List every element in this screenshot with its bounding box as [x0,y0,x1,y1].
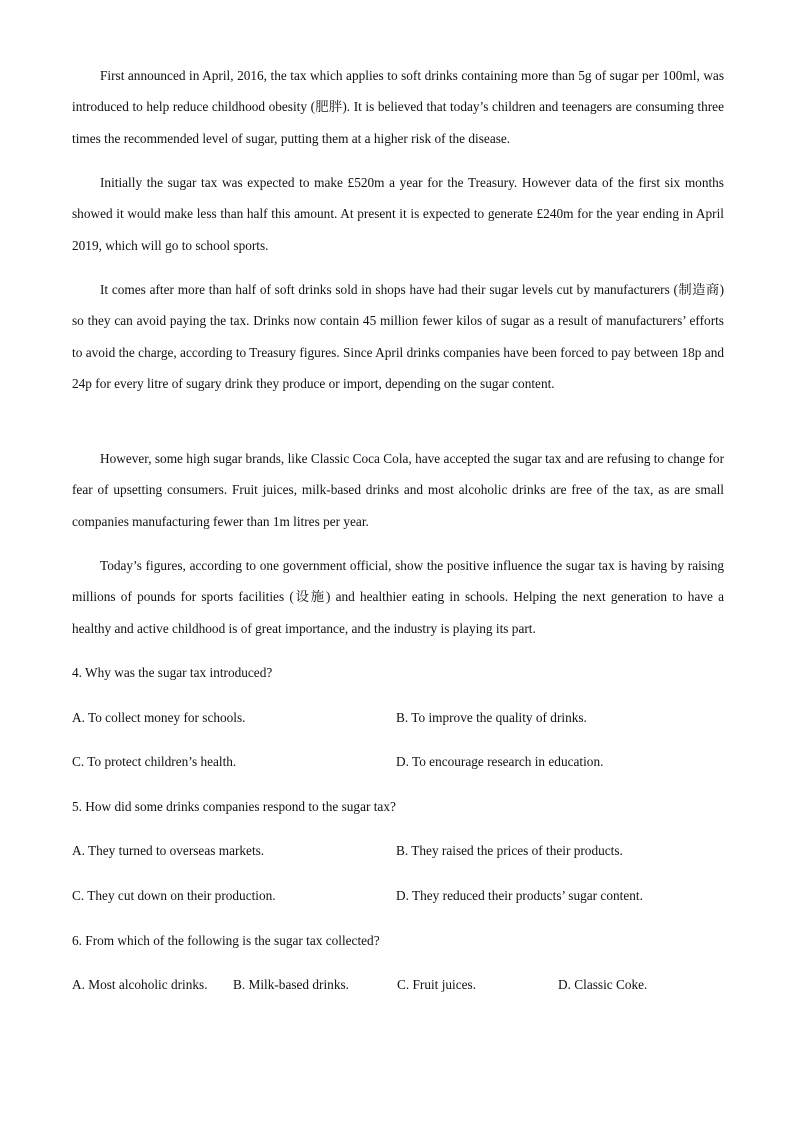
question-6-option-b[interactable]: B. Milk-based drinks. [233,977,349,992]
question-5-option-b[interactable]: B. They raised the prices of their products. [396,843,623,858]
passage-paragraph-2: Initially the sugar tax was expected to make £520m a year for the Treasury. However data of the first six months showed it would make less than half this amount. At present it is expected to generate £240m for the year ending in April 2019, which will go to school sports. [72,175,724,253]
question-4-option-a[interactable]: A. To collect money for schools. [72,710,246,725]
question-4: 4. Why was the sugar tax introduced? [72,665,273,680]
question-6-option-d[interactable]: D. Classic Coke. [558,977,648,992]
question-6-option-a[interactable]: A. Most alcoholic drinks. [72,977,208,992]
passage-paragraph-5: Today’s figures, according to one government official, show the positive influence the sugar tax is having by raising millions of pounds for sports facilities (设施) and healthier eating in schools. Helping the next generation to have a healthy and active childhood is of great importance, and the industry is playing its part. [72,558,724,636]
question-4-option-b[interactable]: B. To improve the quality of drinks. [396,710,587,725]
question-5-option-a[interactable]: A. They turned to overseas markets. [72,843,265,858]
question-6: 6. From which of the following is the sugar tax collected? [72,933,380,948]
question-6-option-c[interactable]: C. Fruit juices. [397,977,477,992]
question-4-option-c[interactable]: C. To protect children’s health. [72,754,237,769]
passage-paragraph-3: It comes after more than half of soft drinks sold in shops have had their sugar levels cut by manufacturers (制造商) so they can avoid paying the tax. Drinks now contain 45 million fewer kilos of sugar as a result of manufacturers’ efforts to avoid the charge, according to Treasury figures. Since April drinks companies have been forced to pay between 18p and 24p for every litre of sugary drink they produce or import, depending on the sugar content. [72,282,724,391]
question-5-option-c[interactable]: C. They cut down on their production. [72,888,276,903]
passage-paragraph-1: First announced in April, 2016, the tax which applies to soft drinks containing more than 5g of sugar per 100ml, was introduced to help reduce childhood obesity (肥胖). It is believed that today’s children and teenagers are consuming three times the recommended level of sugar, putting them at a higher risk of the disease. [72,68,724,146]
question-5: 5. How did some drinks companies respond to the sugar tax? [72,799,396,814]
question-5-option-d[interactable]: D. They reduced their products’ sugar content. [396,888,643,903]
question-4-option-d[interactable]: D. To encourage research in education. [396,754,604,769]
passage-paragraph-4: However, some high sugar brands, like Classic Coca Cola, have accepted the sugar tax and are refusing to change for fear of upsetting consumers. Fruit juices, milk-based drinks and most alcoholic drinks are free of the tax, as are small companies manufacturing fewer than 1m litres per year. [72,451,724,529]
